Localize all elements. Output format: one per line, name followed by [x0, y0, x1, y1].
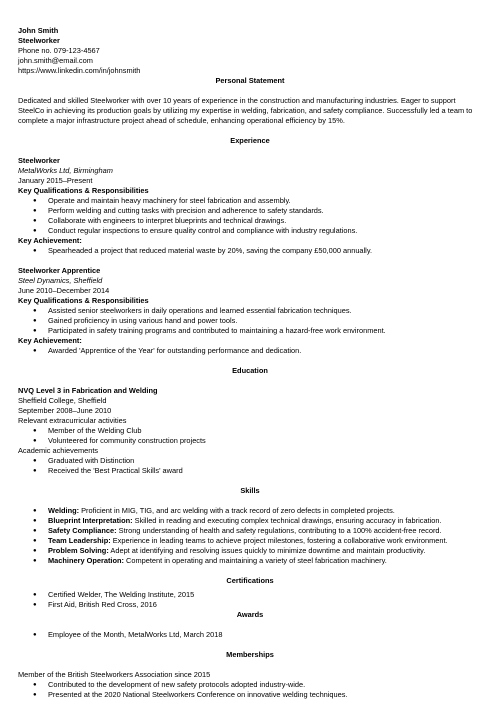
- candidate-name: John Smith: [18, 26, 59, 35]
- list-item: ● Member of the Welding Club: [18, 426, 482, 436]
- skill-description: Experience in leading teams to achieve project milestones, fostering a collaborative work environment.: [110, 536, 448, 545]
- skill-description: Competent in operating and maintaining a variety of steel fabrication machinery.: [123, 556, 387, 565]
- linkedin-url: https://www.linkedin.com/in/johnsmith: [18, 66, 141, 75]
- education-entry: [18, 386, 482, 476]
- list-item: ● Perform welding and cutting tasks with precision and adherence to safety standards.: [18, 206, 482, 216]
- achievement-heading: Key Achievement:: [18, 236, 82, 245]
- skill-name: Team Leadership:: [48, 536, 111, 545]
- list-item: ● Contributed to the development of new safety protocols adopted industry-wide.: [18, 680, 482, 690]
- skill-item: [18, 536, 482, 546]
- list-item: ● Employee of the Month, MetalWorks Ltd, March 2018: [18, 630, 482, 640]
- education-heading: Education: [232, 366, 268, 375]
- skill-description: Strong understanding of health and safety regulations, contributing to a 100% accident-free record.: [116, 526, 442, 535]
- certifications-list: [18, 590, 482, 610]
- skills-list: [18, 506, 482, 566]
- responsibilities-list: [18, 196, 482, 236]
- responsibilities-list: [18, 306, 482, 336]
- list-item: ● Participated in safety training programs and contributed to maintaining a hazard-free work environment.: [18, 326, 482, 336]
- memberships-list: [18, 680, 482, 700]
- list-item: ● Volunteered for community construction projects: [18, 436, 482, 446]
- skill-name: Safety Compliance:: [48, 526, 117, 535]
- skill-description: Adept at identifying and resolving issues quickly to minimize downtime and maintain productivity.: [108, 546, 426, 555]
- certifications-heading: Certifications: [226, 576, 274, 585]
- list-item: ● Conduct regular inspections to ensure quality control and compliance with industry regulations.: [18, 226, 482, 236]
- list-item: ● Operate and maintain heavy machinery for steel fabrication and assembly.: [18, 196, 482, 206]
- job-dates: June 2010–December 2014: [18, 286, 110, 295]
- skills-heading: Skills: [240, 486, 260, 495]
- candidate-title: Steelworker: [18, 36, 60, 45]
- personal-statement-text: Dedicated and skilled Steelworker with over 10 years of experience in the construction and manufacturing industries. Eager to support SteelCo in achieving its production goals by utilizing my expertise in welding, fabrication, and safety compliance. Successfully led a team to complete a major infrastructure project ahead of schedule, enhancing operational efficiency by 15%.: [18, 96, 473, 125]
- skill-item: [18, 526, 482, 536]
- skill-name: Welding:: [48, 506, 80, 515]
- experience-heading: Experience: [230, 136, 270, 145]
- awards-heading: Awards: [236, 610, 264, 619]
- school-name: Sheffield College, Sheffield: [18, 396, 107, 405]
- list-item: ● Presented at the 2020 National Steelworkers Conference on innovative welding techniques.: [18, 690, 482, 700]
- skill-description: Proficient in MIG, TIG, and arc welding with a track record of zero defects in completed projects.: [79, 506, 395, 515]
- job-entry: [18, 266, 482, 356]
- phone-number: Phone no. 079-123-4567: [18, 46, 100, 55]
- achievement-list: [18, 346, 482, 356]
- list-item: ● Spearheaded a project that reduced material waste by 20%, saving the company £50,000 annually.: [18, 246, 482, 256]
- list-item: ● Graduated with Distinction: [18, 456, 482, 466]
- list-item: ● Collaborate with engineers to interpret blueprints and technical drawings.: [18, 216, 482, 226]
- job-entry: [18, 156, 482, 256]
- resume-page: [18, 26, 482, 700]
- skill-item: [18, 556, 482, 566]
- membership-org: Member of the British Steelworkers Association since 2015: [18, 670, 211, 679]
- skill-item: [18, 516, 482, 526]
- awards-list: [18, 630, 482, 640]
- list-item: ● First Aid, British Red Cross, 2016: [18, 600, 482, 610]
- academic-achievements-heading: Academic achievements: [18, 446, 99, 455]
- extracurricular-heading: Relevant extracurricular activities: [18, 416, 127, 425]
- job-title: Steelworker: [18, 156, 60, 165]
- degree-title: NVQ Level 3 in Fabrication and Welding: [18, 386, 158, 395]
- job-company: MetalWorks Ltd, Birmingham: [18, 166, 113, 175]
- email-address: john.smith@email.com: [18, 56, 93, 65]
- list-item: ● Received the 'Best Practical Skills' award: [18, 466, 482, 476]
- personal-statement-heading: Personal Statement: [215, 76, 285, 85]
- list-item: ● Assisted senior steelworkers in daily operations and learned essential fabrication techniques.: [18, 306, 482, 316]
- skill-name: Machinery Operation:: [48, 556, 124, 565]
- achievement-list: [18, 246, 482, 256]
- skill-item: [18, 546, 482, 556]
- skill-name: Blueprint Interpretation:: [48, 516, 133, 525]
- list-item: ● Awarded 'Apprentice of the Year' for outstanding performance and dedication.: [18, 346, 482, 356]
- achievement-heading: Key Achievement:: [18, 336, 82, 345]
- job-title: Steelworker Apprentice: [18, 266, 101, 275]
- job-dates: January 2015–Present: [18, 176, 93, 185]
- list-item: ● Certified Welder, The Welding Institute, 2015: [18, 590, 482, 600]
- skill-item: [18, 506, 482, 516]
- job-company: Steel Dynamics, Sheffield: [18, 276, 103, 285]
- extracurricular-list: [18, 426, 482, 446]
- education-dates: September 2008–June 2010: [18, 406, 112, 415]
- skill-description: Skilled in reading and executing complex technical drawings, ensuring accuracy in fabrication.: [132, 516, 442, 525]
- responsibilities-heading: Key Qualifications & Responsibilities: [18, 186, 149, 195]
- list-item: ● Gained proficiency in using various hand and power tools.: [18, 316, 482, 326]
- memberships-heading: Memberships: [226, 650, 274, 659]
- academic-achievements-list: [18, 456, 482, 476]
- responsibilities-heading: Key Qualifications & Responsibilities: [18, 296, 149, 305]
- skill-name: Problem Solving:: [48, 546, 109, 555]
